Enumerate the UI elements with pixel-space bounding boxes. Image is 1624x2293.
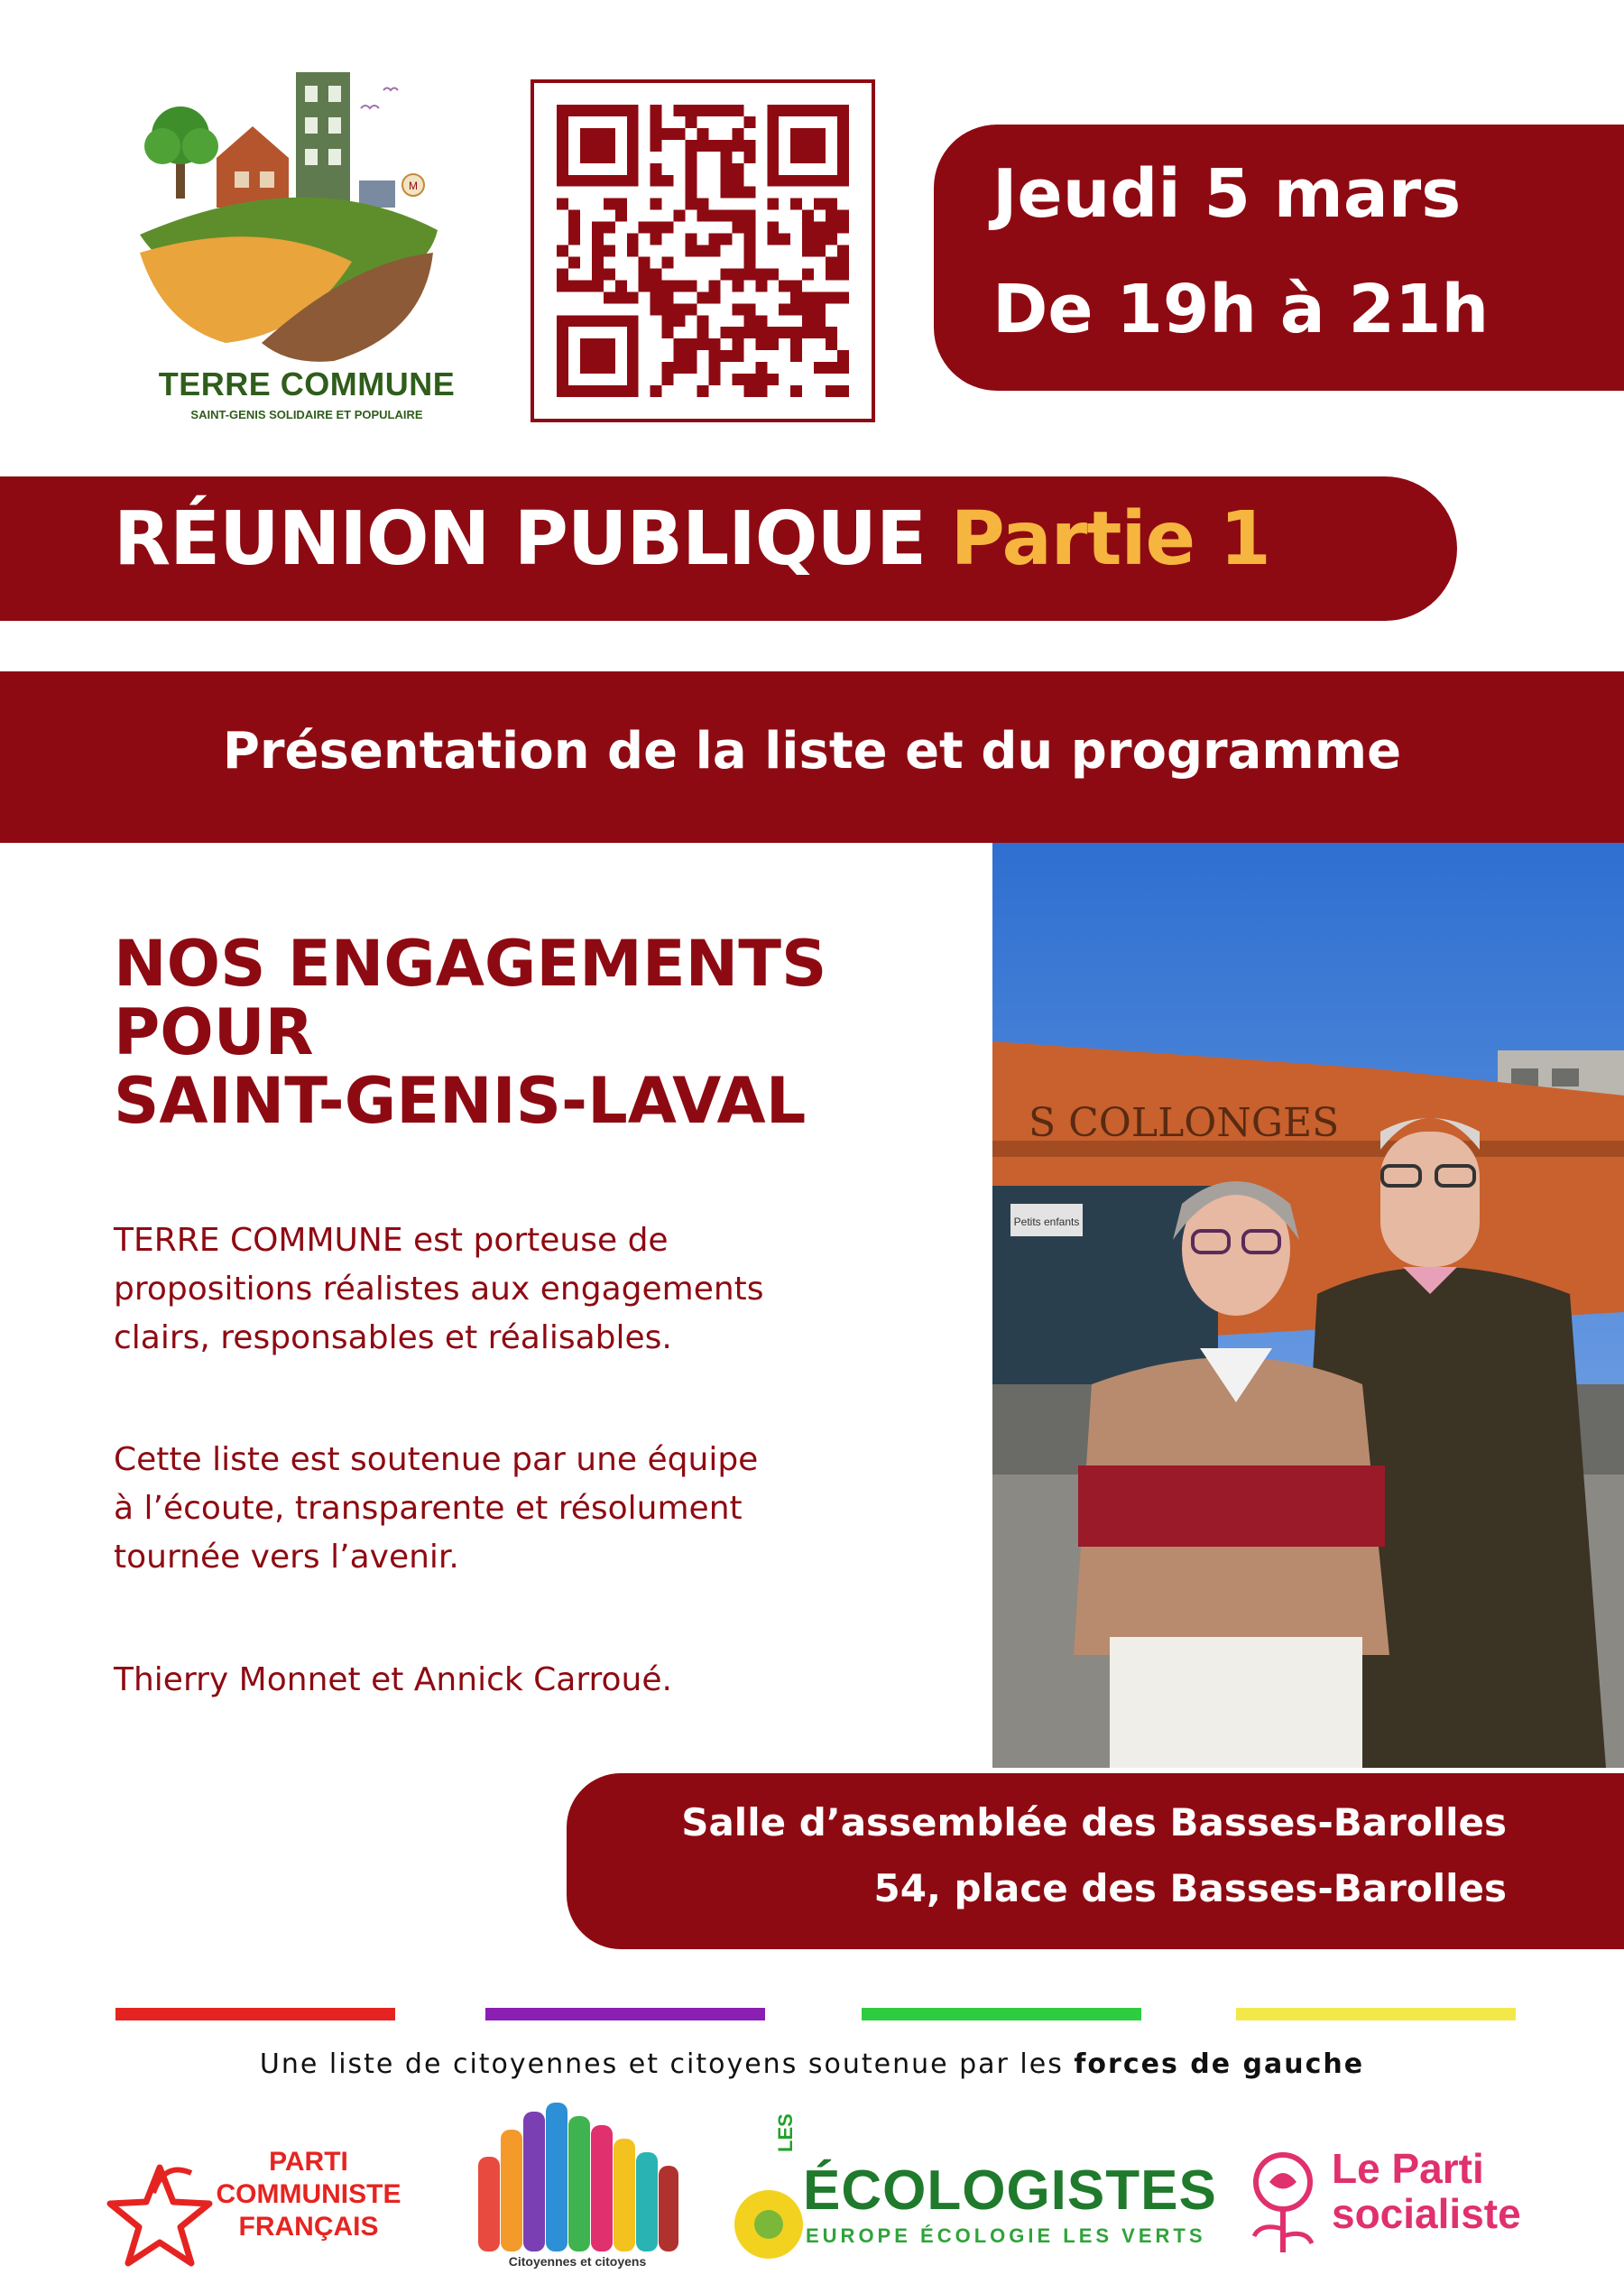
venue-address: 54, place des Basses-Barolles: [873, 1866, 1507, 1910]
logo-title: TERRE COMMUNE: [158, 365, 456, 402]
headline-line: POUR: [114, 995, 314, 1069]
reunion-title-main: RÉUNION PUBLIQUE: [114, 496, 927, 582]
paragraph-intro: [114, 1216, 962, 1363]
color-bar-red: [115, 2008, 395, 2020]
event-date: Jeudi 5 mars: [992, 155, 1462, 233]
headline-line: NOS ENGAGEMENTS: [114, 927, 827, 1001]
support-text-bold: forces de gauche: [1074, 2048, 1365, 2080]
paragraph-line: tournée vers l’avenir.: [114, 1539, 459, 1576]
pcf-line: FRANÇAIS: [238, 2212, 379, 2242]
citoyens-label: Citoyennes et citoyens: [508, 2254, 647, 2269]
ecologistes-subtitle: EUROPE ÉCOLOGIE LES VERTS: [806, 2224, 1206, 2247]
qr-code-icon[interactable]: [531, 79, 875, 422]
paragraph-line: Cette liste est soutenue par une équipe: [114, 1441, 759, 1478]
paragraph-line: TERRE COMMUNE est porteuse de: [114, 1222, 669, 1259]
reunion-title-part: Partie 1: [950, 496, 1270, 582]
presentation-subtitle: Présentation de la liste et du programme: [222, 722, 1402, 781]
paragraph-line: propositions réalistes aux engagements: [114, 1271, 764, 1308]
ecologistes-title: ÉCOLOGISTES: [803, 2159, 1217, 2222]
sunflower-icon: [726, 2182, 812, 2268]
ecologistes-prefix: LES: [774, 2113, 797, 2152]
venue-name: Salle d’assemblée des Basses-Barolles: [681, 1800, 1507, 1845]
star-icon: [101, 2157, 218, 2274]
signature: Thierry Monnet et Annick Carroué.: [114, 1661, 672, 1698]
event-time: De 19h à 21h: [992, 271, 1490, 348]
rose-icon: [1238, 2146, 1328, 2259]
headline: [114, 927, 944, 1138]
headline-line: SAINT-GENIS-LAVAL: [114, 1064, 807, 1138]
candidates-photo: [992, 843, 1624, 1768]
svg-text:S COLLONGES: S COLLONGES: [1029, 1100, 1340, 1146]
svg-text:Petits enfants: Petits enfants: [1013, 1216, 1080, 1228]
ps-logo-text: [1332, 2146, 1521, 2236]
raised-hands-icon: [474, 2103, 681, 2251]
paragraph-line: à l’écoute, transparente et résolument: [114, 1490, 743, 1527]
ps-line: socialiste: [1332, 2190, 1521, 2237]
color-bar-yellow: [1236, 2008, 1516, 2020]
support-text-regular: Une liste de citoyennes et citoyens soutenue par les: [259, 2048, 1075, 2080]
support-text: [0, 2048, 1624, 2080]
logo-subtitle: SAINT-GENIS SOLIDAIRE ET POPULAIRE: [190, 408, 423, 421]
reunion-title: [114, 496, 1270, 582]
ps-line: Le Parti: [1332, 2145, 1484, 2192]
color-bar-green: [862, 2008, 1141, 2020]
paragraph-line: clairs, responsables et réalisables.: [114, 1319, 672, 1356]
paragraph-team: [114, 1436, 962, 1582]
color-bar-purple: [485, 2008, 765, 2020]
svg-text:M: M: [409, 180, 418, 192]
pcf-logo-text: [209, 2146, 408, 2243]
pcf-line: COMMUNISTE: [216, 2179, 401, 2209]
pcf-line: PARTI: [269, 2147, 348, 2177]
